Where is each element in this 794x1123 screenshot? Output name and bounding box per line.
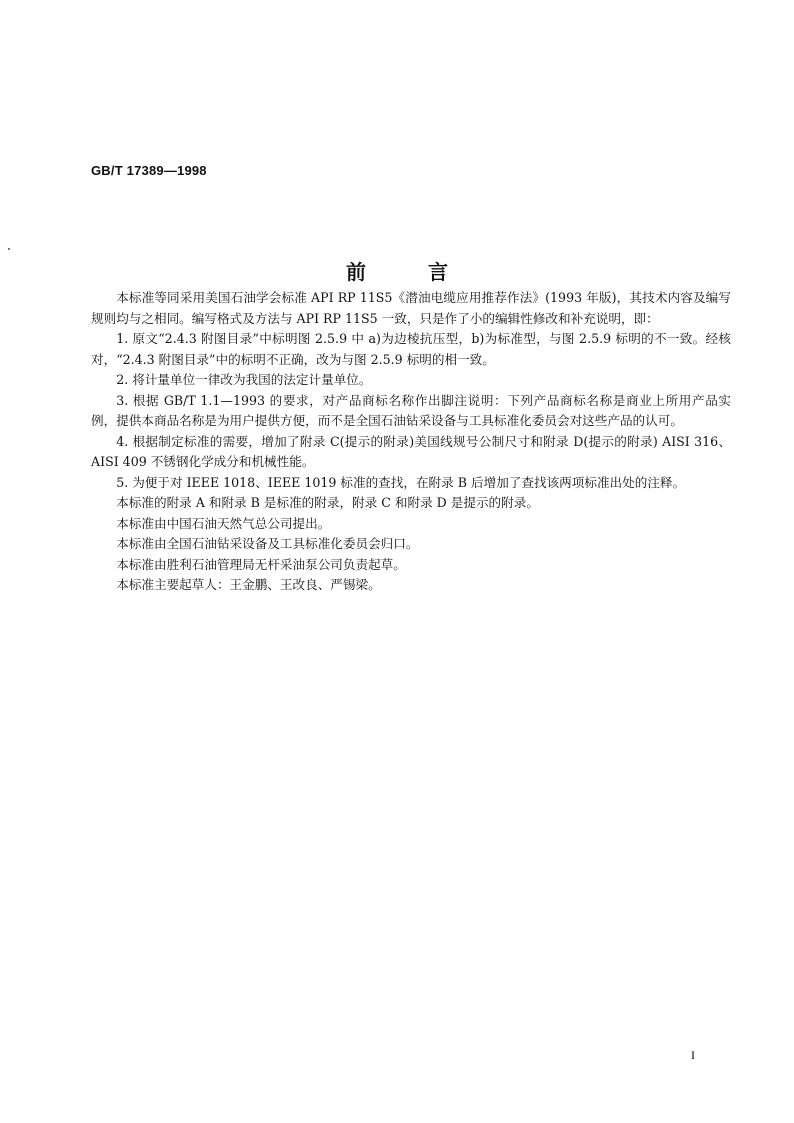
paragraph-administrator: 本标准由全国石油钻采设备及工具标准化委员会归口。 [116, 536, 419, 551]
paragraph-item-4: 4. 根据制定标准的需要，增加了附录 C(提示的附录)美国线规号公制尺寸和附录 D(提示的附录) AISI 316、AISI 409 不锈钢化学成分和机械性能。 [91, 433, 731, 469]
scan-mark [8, 248, 10, 250]
standard-code: GB/T 17389—1998 [91, 163, 207, 178]
page-title [0, 256, 794, 285]
paragraph-item-5: 5. 为便于对 IEEE 1018、IEEE 1019 标准的查找，在附录 B 后增加了查找该两项标准出处的注释。 [116, 474, 686, 490]
foreword-body [91, 288, 731, 596]
paragraph-drafters: 本标准主要起草人：王金鹏、王改良、严锡梁。 [116, 577, 381, 592]
paragraph-item-1: 1. 原文“2.4.3 附图目录”中标明图 2.5.9 中 a)为边棱抗压型，b)为标准型，与图 2.5.9 标明的不一致。经核对，“2.4.3 附图目录”中的标明不正确，改为与图 2.5.9 标明的相一致。 [91, 331, 731, 367]
paragraph-proposer: 本标准由中国石油天然气总公司提出。 [116, 515, 331, 531]
title-char-1: 前 [346, 260, 366, 285]
paragraph-item-2: 2. 将计量单位一律改为我国的法定计量单位。 [116, 372, 372, 387]
paragraph-item-3: 3. 根据 GB/T 1.1—1993 的要求，对产品商标名称作出脚注说明：下列产品商标名称是商业上所用产品实例，提供本商品名称是为用户提供方便，而不是全国石油钻采设备与工具标准化委员会对这些产品的认可。 [91, 392, 731, 428]
paragraph-intro: 本标准等同采用美国石油学会标准 API RP 11S5《潜油电缆应用推荐作法》(1993 年版)，其技术内容及编写规则均与之相同。编写格式及方法与 API RP 11S5 一致，只是作了小的编辑性修改和补充说明，即： [91, 290, 731, 326]
title-char-2: 言 [428, 260, 448, 285]
page-number: I [691, 1048, 695, 1062]
paragraph-drafter-org: 本标准由胜利石油管理局无杆采油泵公司负责起草。 [116, 556, 406, 572]
paragraph-appendix: 本标准的附录 A 和附录 B 是标准的附录，附录 C 和附录 D 是提示的附录。 [116, 495, 539, 510]
